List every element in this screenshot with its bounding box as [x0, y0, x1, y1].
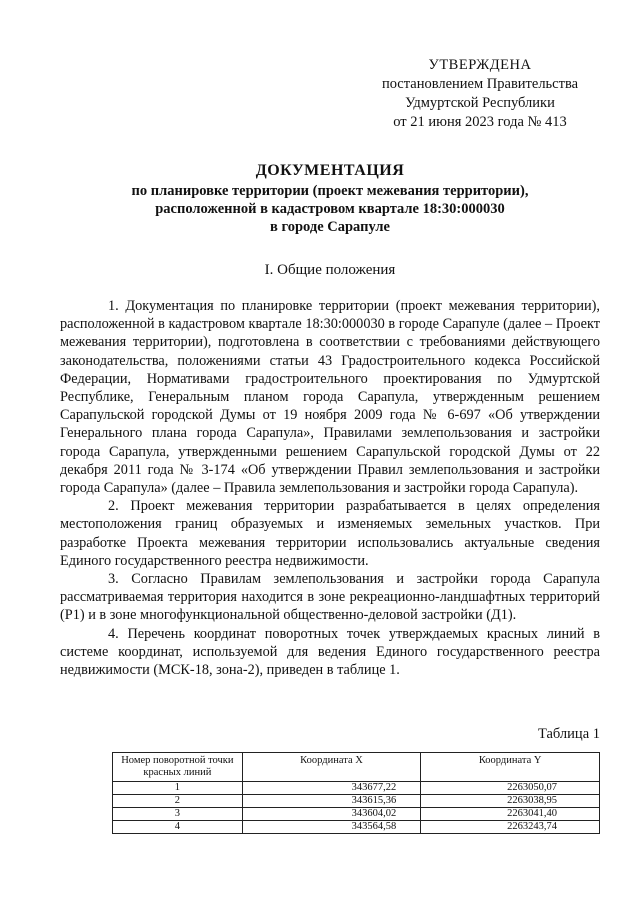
point-number: 1 — [113, 782, 243, 795]
header-point-number: Номер поворотной точки красных линий — [113, 753, 243, 782]
title-line: расположенной в кадастровом квартале 18:30:000030 — [155, 201, 505, 217]
approval-heading: УТВЕРЖДЕНА — [428, 57, 532, 73]
point-number: 3 — [113, 808, 243, 821]
approval-date-line: от 21 июня 2023 года № 413 — [393, 114, 567, 130]
coordinates-table — [112, 752, 600, 834]
coordinate-x: 343615,36 — [242, 795, 421, 808]
document-title — [60, 162, 600, 236]
coordinate-y: 2263041,40 — [421, 808, 600, 821]
paragraph-4: 4. Перечень координат поворотных точек утверждаемых красных линий в системе координат, используемой для ведения Единого государственного реестра недвижимости (МСК-18, зона-2), приведен в таблице 1. — [60, 625, 600, 679]
table-row — [113, 821, 600, 834]
approval-stamp — [360, 56, 600, 132]
coordinate-y: 2263050,07 — [421, 782, 600, 795]
paragraph-2: 2. Проект межевания территории разрабатывается в целях определения местоположения границ образуемых и изменяемых земельных участков. При разработке Проекта межевания территории использовались актуальные сведения Единого государственного реестра недвижимости. — [60, 498, 600, 569]
coordinate-y: 2263243,74 — [421, 821, 600, 834]
coordinate-x: 343677,22 — [242, 782, 421, 795]
title-line: по планировке территории (проект межевания территории), — [131, 183, 529, 199]
title-line: в городе Сарапуле — [270, 219, 390, 235]
approval-line: Удмуртской Республики — [405, 95, 555, 111]
title-main: ДОКУМЕНТАЦИЯ — [255, 162, 405, 179]
coordinate-x: 343564,58 — [242, 821, 421, 834]
approval-line: постановлением Правительства — [381, 76, 579, 92]
paragraph-3: 3. Согласно Правилам землепользования и застройки города Сарапула рассматриваемая территория находится в зоне рекреационно-ландшафтных территорий (Р1) и в зоне многофункциональной общественно-деловой застройки (Д1). — [60, 571, 600, 624]
table-caption: Таблица 1 — [537, 726, 600, 742]
header-coordinate-y: Координата Y — [421, 753, 600, 782]
coordinate-y: 2263038,95 — [421, 795, 600, 808]
table-row — [113, 782, 600, 795]
section-heading: I. Общие положения — [264, 262, 396, 278]
header-coordinate-x: Координата X — [242, 753, 421, 782]
paragraph-1: 1. Документация по планировке территории (проект межевания территории), расположенной в кадастровом квартале 18:30:000030 в городе Сарапуле (далее – Проект межевания территории), подготовлена в соответствии с требованиями действующего законодательства, положениями статьи 43 Градостроительного кодекса Российской Федерации, Нормативами градостроительного проектирования по Удмуртской Республике, Генеральным планом города Сарапула, утвержденным решением Сарапульской городской Думы от 19 ноября 2009 года № 6-697 «Об утверждении Генерального плана города Сарапула», Правилами землепользования и застройки города Сарапула, утвержденными решением Сарапульской городской Думы от 22 декабря 2011 года № 3-174 «Об утверждении Правил землепользования и застройки города Сарапула» (далее – Правила землепользования и застройки города Сарапула). — [60, 298, 600, 497]
coordinate-x: 343604,02 — [242, 808, 421, 821]
point-number: 2 — [113, 795, 243, 808]
table-row — [113, 808, 600, 821]
table-row — [113, 795, 600, 808]
table-header-row — [113, 753, 600, 782]
document-body — [60, 297, 600, 679]
point-number: 4 — [113, 821, 243, 834]
